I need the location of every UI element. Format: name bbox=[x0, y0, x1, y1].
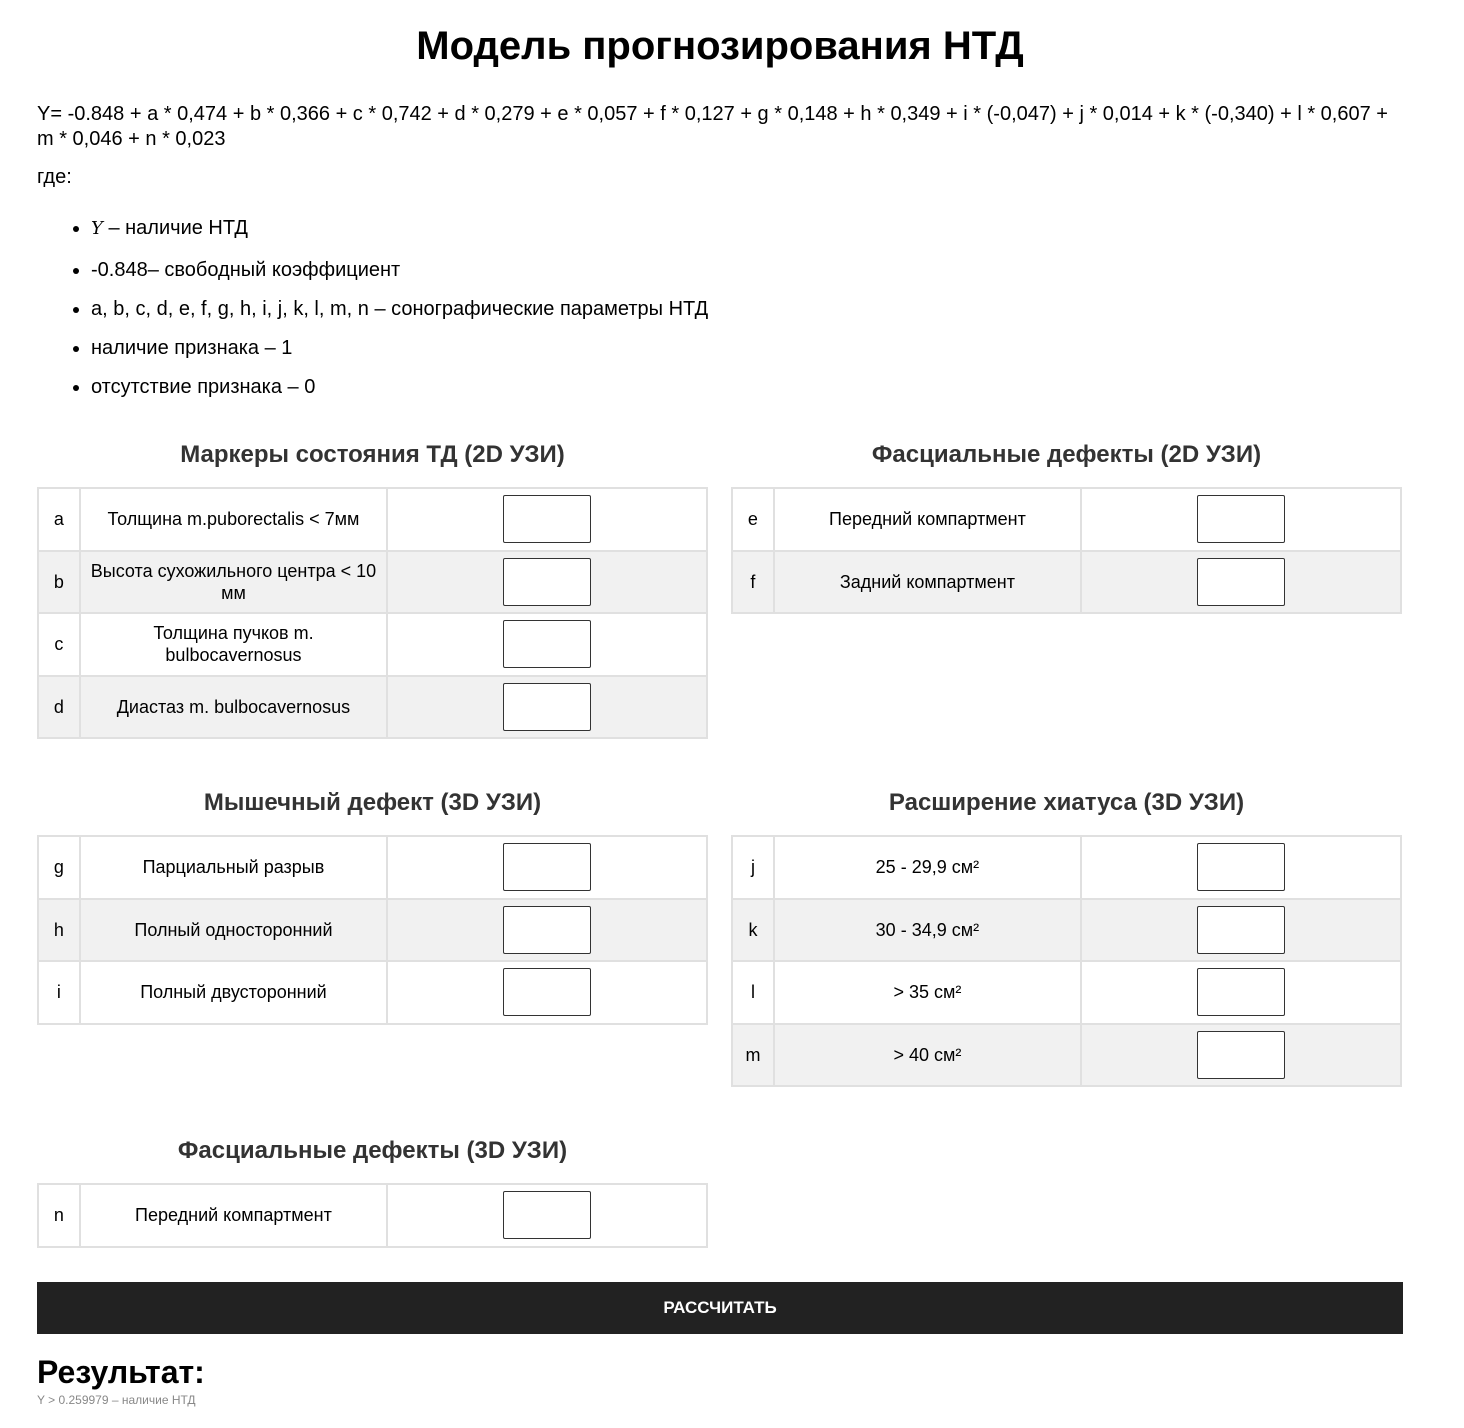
section-muscle-3d bbox=[37, 789, 708, 1025]
parameter-key: i bbox=[38, 961, 80, 1024]
parameter-label: Передний компартмент bbox=[774, 488, 1081, 551]
section-fascial-3d bbox=[37, 1137, 708, 1248]
parameter-table bbox=[37, 835, 708, 1025]
table-row bbox=[38, 961, 707, 1024]
page-title: Модель прогнозирования НТД bbox=[416, 24, 1024, 68]
legend-item: • a, b, c, d, e, f, g, h, i, j, k, l, m, n – сонографические параметры НТД bbox=[91, 295, 708, 334]
parameter-input-n[interactable] bbox=[503, 1191, 591, 1239]
where-label: где: bbox=[37, 166, 72, 188]
parameter-label: 30 - 34,9 см² bbox=[774, 899, 1081, 962]
table-row bbox=[732, 899, 1401, 962]
table-row bbox=[732, 551, 1401, 614]
parameter-label: Парциальный разрыв bbox=[80, 836, 387, 899]
result-heading: Результат: bbox=[37, 1354, 205, 1390]
parameter-input-d[interactable] bbox=[503, 683, 591, 731]
formula: Y= -0.848 + a * 0,474 + b * 0,366 + c * 0,742 + d * 0,279 + e * 0,057 + f * 0,127 + g * 0,148 + h * 0,349 + i * (-0,047) + j * 0,014 + k * (-0,340) + l * 0,607 + m * 0,046 + n * 0,023 bbox=[37, 103, 1388, 150]
parameter-label: Высота сухожильного центра < 10 мм bbox=[80, 551, 387, 614]
parameter-key: m bbox=[732, 1024, 774, 1087]
parameter-table bbox=[731, 835, 1402, 1087]
section-title: Фасциальные дефекты (2D УЗИ) bbox=[871, 441, 1262, 468]
parameter-table bbox=[731, 487, 1402, 614]
parameter-key: n bbox=[38, 1184, 80, 1247]
parameter-label: Толщина m.puborectalis < 7мм bbox=[80, 488, 387, 551]
legend-item: • Y – наличие НТД bbox=[91, 214, 708, 256]
table-row bbox=[38, 488, 707, 551]
parameter-input-i[interactable] bbox=[503, 968, 591, 1016]
section-title: Мышечный дефект (3D УЗИ) bbox=[203, 789, 542, 816]
section-title: Маркеры состояния ТД (2D УЗИ) bbox=[180, 441, 565, 468]
parameter-label: Передний компартмент bbox=[80, 1184, 387, 1247]
section-title: Расширение хиатуса (3D УЗИ) bbox=[888, 789, 1245, 816]
parameter-table bbox=[37, 487, 708, 739]
parameter-key: l bbox=[732, 961, 774, 1024]
parameter-label: Диастаз m. bulbocavernosus bbox=[80, 676, 387, 739]
parameter-key: g bbox=[38, 836, 80, 899]
parameter-input-h[interactable] bbox=[503, 906, 591, 954]
parameter-key: f bbox=[732, 551, 774, 614]
parameter-label: Толщина пучков m. bulbocavernosus bbox=[80, 613, 387, 676]
parameter-key: k bbox=[732, 899, 774, 962]
table-row bbox=[38, 1184, 707, 1247]
parameter-label: 25 - 29,9 см² bbox=[774, 836, 1081, 899]
parameter-input-a[interactable] bbox=[503, 495, 591, 543]
parameter-key: h bbox=[38, 899, 80, 962]
parameter-label: Полный односторонний bbox=[80, 899, 387, 962]
parameter-input-l[interactable] bbox=[1197, 968, 1285, 1016]
parameter-input-c[interactable] bbox=[503, 620, 591, 668]
parameter-label: > 40 см² bbox=[774, 1024, 1081, 1087]
calculate-button[interactable]: РАССЧИТАТЬ bbox=[37, 1282, 1403, 1334]
section-hiatus-3d bbox=[731, 789, 1402, 1087]
table-row bbox=[38, 551, 707, 614]
parameter-key: e bbox=[732, 488, 774, 551]
table-row bbox=[732, 961, 1401, 1024]
table-row bbox=[38, 899, 707, 962]
legend-list bbox=[91, 214, 708, 412]
parameter-input-m[interactable] bbox=[1197, 1031, 1285, 1079]
parameter-input-g[interactable] bbox=[503, 843, 591, 891]
section-markers-2d bbox=[37, 441, 708, 739]
parameter-input-b[interactable] bbox=[503, 558, 591, 606]
legend-item: • отсутствие признака – 0 bbox=[91, 373, 708, 412]
parameter-input-j[interactable] bbox=[1197, 843, 1285, 891]
legend-item: • наличие признака – 1 bbox=[91, 334, 708, 373]
table-row bbox=[38, 613, 707, 676]
parameter-key: j bbox=[732, 836, 774, 899]
result-note: Y > 0.259979 – наличие НТД bbox=[37, 1393, 196, 1407]
parameter-key: d bbox=[38, 676, 80, 739]
parameter-key: c bbox=[38, 613, 80, 676]
parameter-key: a bbox=[38, 488, 80, 551]
table-row bbox=[732, 488, 1401, 551]
parameter-input-k[interactable] bbox=[1197, 906, 1285, 954]
table-row bbox=[732, 836, 1401, 899]
parameter-input-e[interactable] bbox=[1197, 495, 1285, 543]
parameter-input-f[interactable] bbox=[1197, 558, 1285, 606]
parameter-label: Полный двусторонний bbox=[80, 961, 387, 1024]
table-row bbox=[38, 676, 707, 739]
parameter-label: > 35 см² bbox=[774, 961, 1081, 1024]
parameter-table bbox=[37, 1183, 708, 1248]
parameter-key: b bbox=[38, 551, 80, 614]
legend-item: • -0.848– свободный коэффициент bbox=[91, 256, 708, 295]
parameter-label: Задний компартмент bbox=[774, 551, 1081, 614]
section-fascial-2d bbox=[731, 441, 1402, 614]
section-title: Фасциальные дефекты (3D УЗИ) bbox=[177, 1137, 568, 1164]
table-row bbox=[732, 1024, 1401, 1087]
table-row bbox=[38, 836, 707, 899]
